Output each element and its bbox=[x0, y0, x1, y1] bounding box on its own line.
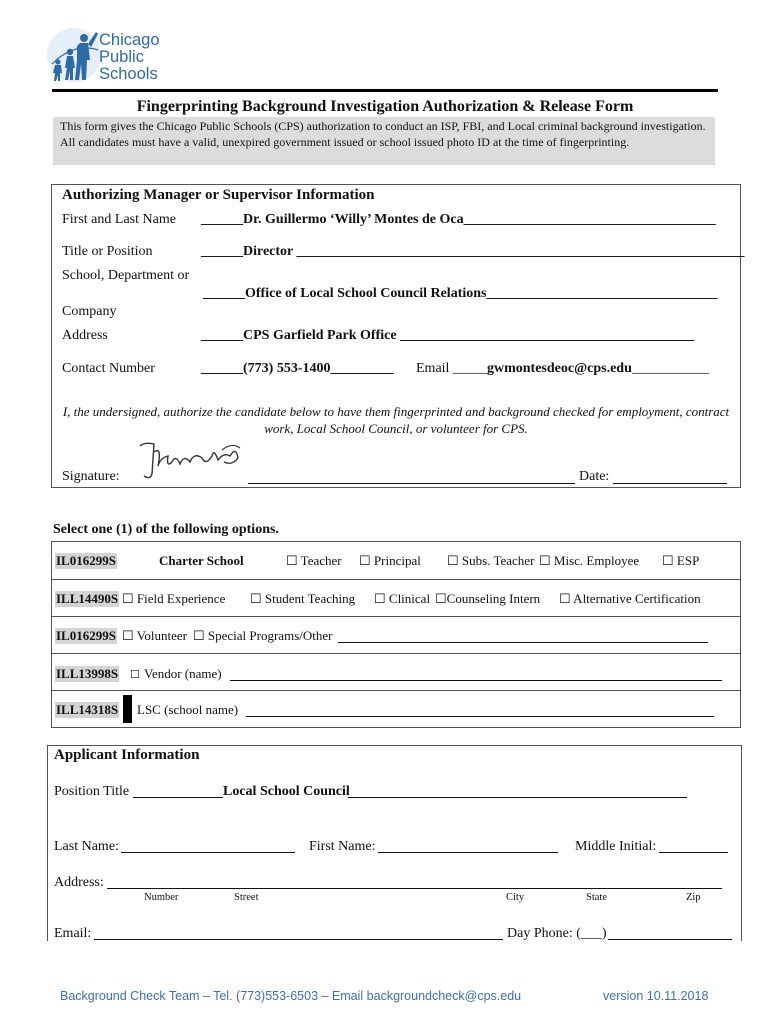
header-rule bbox=[52, 89, 718, 92]
manager-address-label: Address bbox=[62, 328, 108, 343]
first-name-label: First Name: bbox=[309, 839, 376, 854]
vendor-name-line[interactable] bbox=[230, 680, 722, 681]
signature-label: Signature: bbox=[62, 469, 120, 484]
options-heading: Select one (1) of the following options. bbox=[53, 522, 279, 537]
email-line[interactable] bbox=[94, 939, 503, 940]
clinical-checkbox[interactable]: ☐ Clinical bbox=[374, 591, 431, 606]
principal-checkbox[interactable]: ☐ Principal bbox=[359, 553, 421, 568]
manager-email-label: Email _____ bbox=[416, 361, 488, 376]
last-name-line[interactable] bbox=[121, 852, 295, 853]
option-row-4 bbox=[52, 653, 740, 691]
position-title-line[interactable] bbox=[133, 797, 223, 798]
zip-caption: Zip bbox=[686, 892, 701, 903]
logo-line-2: Public bbox=[99, 48, 144, 66]
state-caption: State bbox=[586, 892, 607, 903]
footer-contact: Background Check Team – Tel. (773)553-6503 – Email backgroundcheck@cps.edu bbox=[60, 989, 522, 1003]
day-phone-line[interactable] bbox=[608, 939, 732, 940]
day-phone-label: Day Phone: (___) bbox=[507, 926, 607, 941]
signature-image bbox=[132, 436, 250, 484]
lsc-school-line[interactable] bbox=[246, 716, 714, 717]
counseling-intern-checkbox[interactable]: ☐Counseling Intern bbox=[435, 591, 541, 606]
student-teaching-checkbox[interactable]: ☐ Student Teaching bbox=[250, 591, 356, 606]
esp-checkbox[interactable]: ☐ ESP bbox=[662, 553, 700, 568]
misc-employee-checkbox[interactable]: ☐ Misc. Employee bbox=[539, 553, 640, 568]
manager-school-field[interactable]: ______Office of Local School Council Relations_________________________________ bbox=[203, 286, 718, 301]
option-row-5 bbox=[52, 690, 740, 726]
option-code-5: ILL14318S bbox=[56, 702, 119, 717]
logo-figures-icon bbox=[46, 24, 102, 86]
street-caption: Street bbox=[234, 892, 259, 903]
vendor-label: Vendor (name) bbox=[144, 666, 222, 681]
manager-email-field[interactable]: gwmontesdeoc@cps.edu bbox=[487, 361, 632, 376]
volunteer-checkbox[interactable]: ☐ Volunteer bbox=[122, 628, 187, 643]
middle-initial-label: Middle Initial: bbox=[575, 839, 657, 854]
subs-teacher-checkbox[interactable]: ☐ Subs. Teacher bbox=[447, 553, 535, 568]
teacher-checkbox[interactable]: ☐ Teacher bbox=[286, 553, 342, 568]
manager-title-field[interactable]: ______Director ________________________________________________________________ bbox=[201, 244, 745, 259]
last-name-label: Last Name: bbox=[54, 839, 119, 854]
special-programs-checkbox[interactable]: ☐ Special Programs/Other bbox=[193, 628, 333, 643]
option-row-3 bbox=[52, 616, 740, 654]
option-code-4: ILL13998S bbox=[56, 666, 119, 681]
logo-line-1: Chicago bbox=[99, 31, 160, 49]
option-row-1 bbox=[52, 542, 740, 580]
number-caption: Number bbox=[144, 892, 179, 903]
address-line[interactable] bbox=[107, 888, 722, 889]
options-table bbox=[51, 541, 741, 728]
date-label: Date: bbox=[579, 469, 610, 484]
option-code-2: ILL14490S bbox=[56, 591, 119, 606]
form-title: Fingerprinting Background Investigation Authorization & Release Form bbox=[136, 98, 634, 115]
charter-school-label: Charter School bbox=[159, 553, 244, 568]
manager-school-label-2: Company bbox=[62, 304, 117, 319]
logo-line-3: Schools bbox=[99, 65, 158, 83]
email-label: Email: bbox=[54, 926, 92, 941]
special-programs-line[interactable] bbox=[338, 642, 708, 643]
city-caption: City bbox=[506, 892, 525, 903]
manager-contact-field[interactable]: ______(773) 553-1400_________ bbox=[201, 361, 394, 376]
option-row-2 bbox=[52, 579, 740, 617]
position-title-field[interactable]: Local School Council bbox=[223, 784, 350, 799]
intro-text: This form gives the Chicago Public Schools (CPS) authorization to conduct an ISP, FBI, and Local criminal background investigation. All candidates must have a valid, unexpired government issued or school issued photo ID at the time of fingerprinting. bbox=[53, 117, 715, 165]
manager-contact-label: Contact Number bbox=[62, 361, 155, 376]
manager-name-field[interactable]: ______Dr. Guillermo ‘Willy’ Montes de Oca____________________________________ bbox=[201, 212, 716, 227]
manager-title-label: Title or Position bbox=[62, 244, 153, 259]
applicant-heading: Applicant Information bbox=[54, 747, 200, 763]
logo-wordmark bbox=[99, 32, 160, 83]
manager-name-label: First and Last Name bbox=[62, 212, 176, 227]
footer-version: version 10.11.2018 bbox=[603, 989, 709, 1003]
manager-school-label: School, Department or bbox=[62, 268, 190, 283]
alternative-certification-checkbox[interactable]: ☐ Alternative Certification bbox=[559, 591, 701, 606]
lsc-label: LSC (school name) bbox=[137, 702, 239, 717]
manager-email-tail: ___________ bbox=[632, 361, 709, 376]
vendor-checkbox[interactable]: ☐ bbox=[130, 669, 140, 681]
option-code-3: IL016299S bbox=[56, 628, 116, 643]
signature-line[interactable] bbox=[248, 483, 575, 484]
date-line[interactable] bbox=[613, 483, 727, 484]
position-title-line-2[interactable] bbox=[348, 797, 687, 798]
manager-address-field[interactable]: ______CPS Garfield Park Office __________________________________________ bbox=[201, 328, 695, 343]
first-name-line[interactable] bbox=[378, 852, 558, 853]
address-label: Address: bbox=[54, 875, 104, 890]
authorization-statement: I, the undersigned, authorize the candidate below to have them fingerprinted and background checked for employment, contract work, Local School Council, or volunteer for CPS. bbox=[62, 404, 730, 436]
manager-heading: Authorizing Manager or Supervisor Information bbox=[62, 187, 375, 203]
option-code-1: IL016299S bbox=[56, 553, 116, 568]
lsc-checkbox-filled[interactable] bbox=[123, 695, 132, 723]
middle-initial-line[interactable] bbox=[659, 852, 728, 853]
position-title-label: Position Title bbox=[54, 784, 130, 799]
field-experience-checkbox[interactable]: ☐ Field Experience bbox=[122, 591, 226, 606]
